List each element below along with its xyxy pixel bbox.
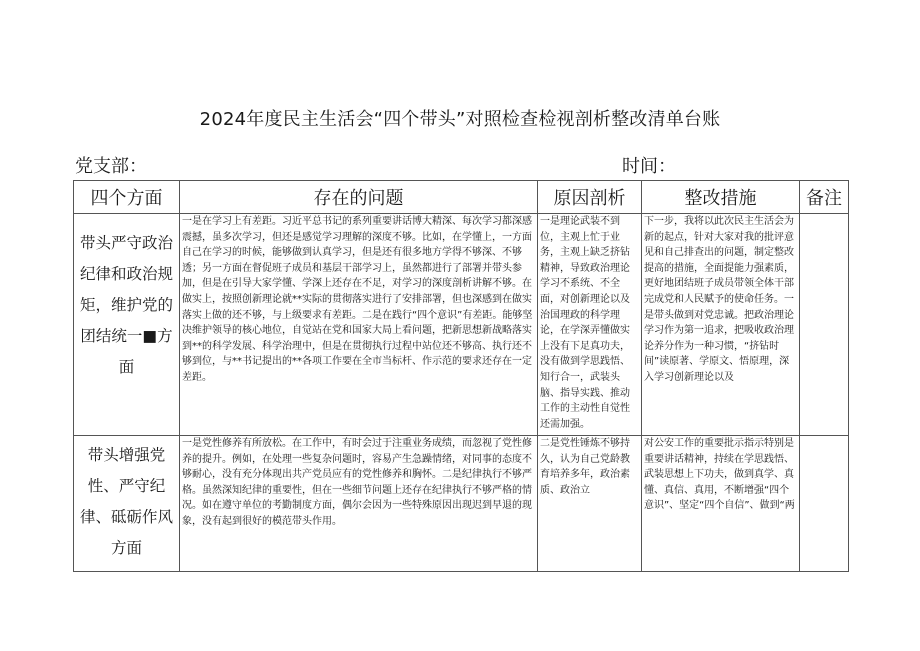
party-branch-label: 党支部： (75, 156, 147, 177)
header-aspect: 四个方面 (74, 181, 180, 214)
header-notes: 备注 (800, 181, 849, 214)
header-measures: 整改措施 (642, 181, 800, 214)
measures-cell: 下一步，我将以此次民主生活会为新的起点，针对大家对我的批评意见和自己排查出的问题，制定整改提高的措施，全面提能力强素质，更好地团结班子成员带领全体干部完成党和人民赋予的使命任务。一是带头做到对党忠诚。把政治理论学习作为第一追求，把吸收政治理论养分作为一种习惯，“挤钻时间”读原著、学原文、悟原理，深入学习创新理论以及 (642, 214, 800, 436)
table-row (74, 214, 849, 436)
header-problems: 存在的问题 (180, 181, 538, 214)
measures-cell: 对公安工作的重要批示指示特别是重要讲话精神，持续在学思践悟、武装思想上下功夫，做到真学、真懂、真信、真用，不断增强“四个意识”、坚定“四个自信”、做到“两 (642, 436, 800, 572)
problems-cell: 一是在学习上有差距。习近平总书记的系列重要讲话博大精深、每次学习都深感震撼，虽多次学习，但还是感觉学习理解的深度不够。比如，在学懂上，一方面自己在学习的时候，能够做到认真学习，但是还有很多地方学得不够深、不够透；另一方面在督促班子成员和基层干部学习上，虽然都进行了部署并带头参加，但是在引导大家学懂、学深上还存在不足，对学习的深度剖析讲解不够。在做实上，按照创新理论就**实际的贯彻落实进行了安排部署，但也深感到在做实落实上做的还不够，与上级要求有差距。二是在践行“四个意识”有差距。能够坚决维护领导的核心地位，自觉站在党和国家大局上看问题，把新思想新战略落实到**的科学发展、科学治理中，但是在贯彻执行过程中站位还不够高、执行还不够到位，与**书记提出的**各项工作要在全市当标杆、作示范的要求还存在一定差距。 (180, 214, 538, 436)
document-title: 2024年度民主生活会“四个带头”对照检查检视剖析整改清单台账 (199, 109, 721, 130)
problems-cell: 一是党性修养有所放松。在工作中，有时会过于注重业务成绩，而忽视了党性修养的提升。例如，在处理一些复杂问题时，容易产生急躁情绪，对同事的态度不够耐心，没有充分体现出共产党员应有的党性修养和胸怀。二是纪律执行不够严格。虽然深知纪律的重要性，但在一些细节问题上还存在纪律执行不够严格的情况。如在遵守单位的考勤制度方面，偶尔会因为一些特殊原因出现迟到早退的现象，没有起到很好的模范带头作用。 (180, 436, 538, 572)
aspect-cell: 带头增强党性、严守纪律、砥砺作风方面 (74, 436, 180, 572)
notes-cell (800, 436, 849, 572)
causes-cell: 一是理论武装不到位，主观上忙于业务，主观上缺乏挤钻精神，导致政治理论学习不系统、不全面，对创新理论以及治国理政的科学理论，在学深弄懂做实上没有下足真功夫，没有做到学思践悟、知行合一，武装头脑、指导实践、推动工作的主动性自觉性还需加强。 (538, 214, 642, 436)
aspect-cell: 带头严守政治纪律和政治规矩，维护党的团结统一■方面 (74, 214, 180, 436)
table-row (74, 436, 849, 572)
causes-cell: 二是党性锤炼不够持久，认为自己党龄教育培养多年，政治素质、政治立 (538, 436, 642, 572)
notes-cell (800, 214, 849, 436)
rectification-table (73, 180, 849, 572)
time-label: 时间： (622, 156, 676, 177)
table-header-row (74, 181, 849, 214)
header-causes: 原因剖析 (538, 181, 642, 214)
